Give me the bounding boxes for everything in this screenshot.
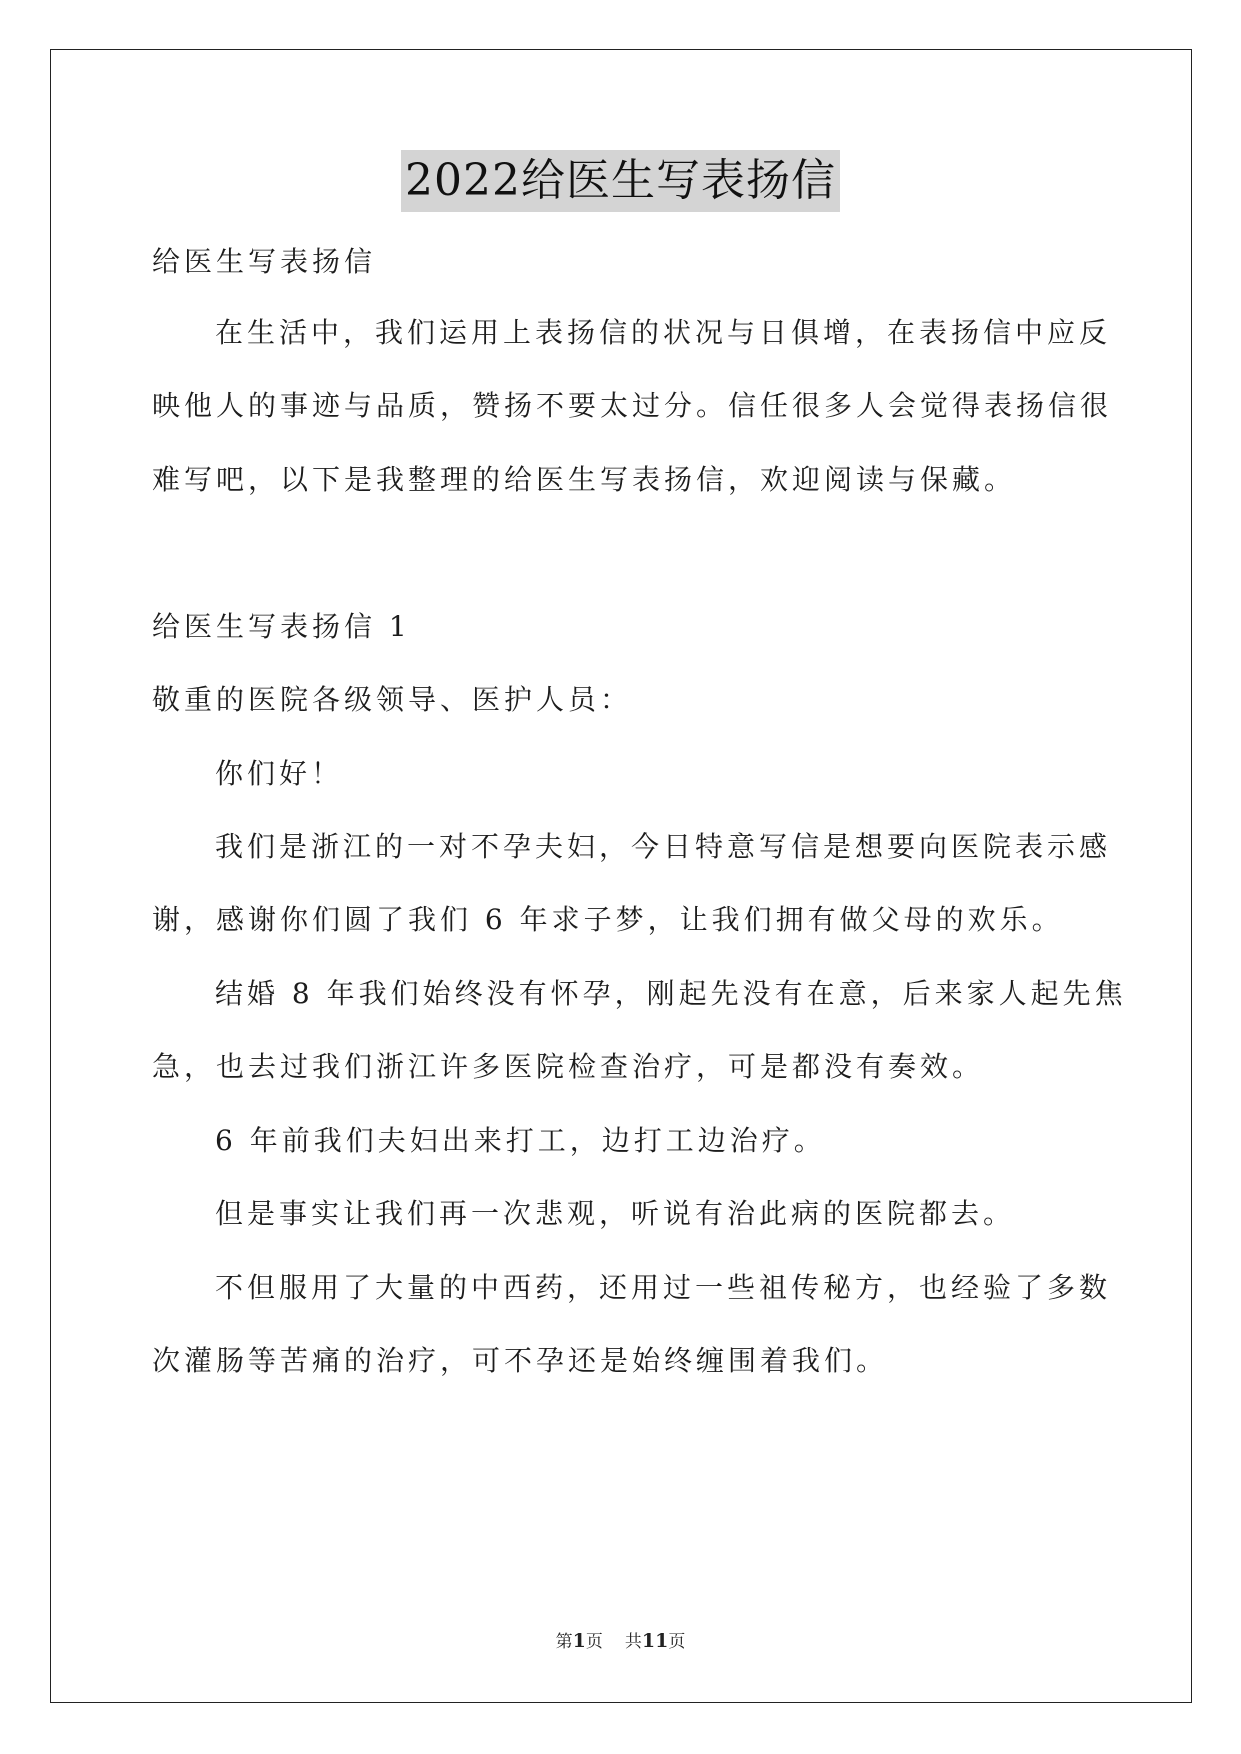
footer-page-prefix: 第 [555,1632,573,1652]
footer-page-total: 11 [641,1630,669,1652]
footer-total-prefix: 共 [624,1632,642,1652]
subtitle: 给医生写表扬信 [152,245,377,278]
section-heading: 给医生写表扬信 1 [152,610,411,643]
intro-line-1: 在生活中，我们运用上表扬信的状况与日俱增，在表扬信中应反 [215,316,1112,349]
greeting: 你们好！ [215,757,344,790]
page-border [50,49,1192,1703]
body-line-1: 我们是浙江的一对不孕夫妇，今日特意写信是想要向医院表示感 [215,830,1112,863]
footer-page-suffix: 页 [585,1632,603,1652]
page-footer [0,1629,1241,1654]
footer-page-current: 1 [572,1630,586,1652]
title-container [0,150,1241,212]
body-line-8: 次灌肠等苦痛的治疗，可不孕还是始终缠围着我们。 [152,1344,889,1377]
body-line-3: 结婚 8 年我们始终没有怀孕，刚起先没有在意，后来家人起先焦 [215,977,1127,1010]
intro-line-3: 难写吧，以下是我整理的给医生写表扬信，欢迎阅读与保藏。 [152,463,1017,496]
body-line-5: 6 年前我们夫妇出来打工，边打工边治疗。 [215,1124,826,1157]
body-line-2: 谢，感谢你们圆了我们 6 年求子梦，让我们拥有做父母的欢乐。 [152,903,1064,936]
intro-line-2: 映他人的事迹与品质，赞扬不要太过分。信任很多人会觉得表扬信很 [152,389,1113,422]
footer-total-suffix: 页 [668,1632,686,1652]
body-line-7: 不但服用了大量的中西药，还用过一些祖传秘方，也经验了多数 [215,1271,1112,1304]
body-line-4: 急，也去过我们浙江许多医院检查治疗，可是都没有奏效。 [152,1050,985,1083]
salutation: 敬重的医院各级领导、医护人员： [152,683,633,716]
body-line-6: 但是事实让我们再一次悲观，听说有治此病的医院都去。 [215,1197,1016,1230]
document-title: 2022给医生写表扬信 [401,150,840,212]
